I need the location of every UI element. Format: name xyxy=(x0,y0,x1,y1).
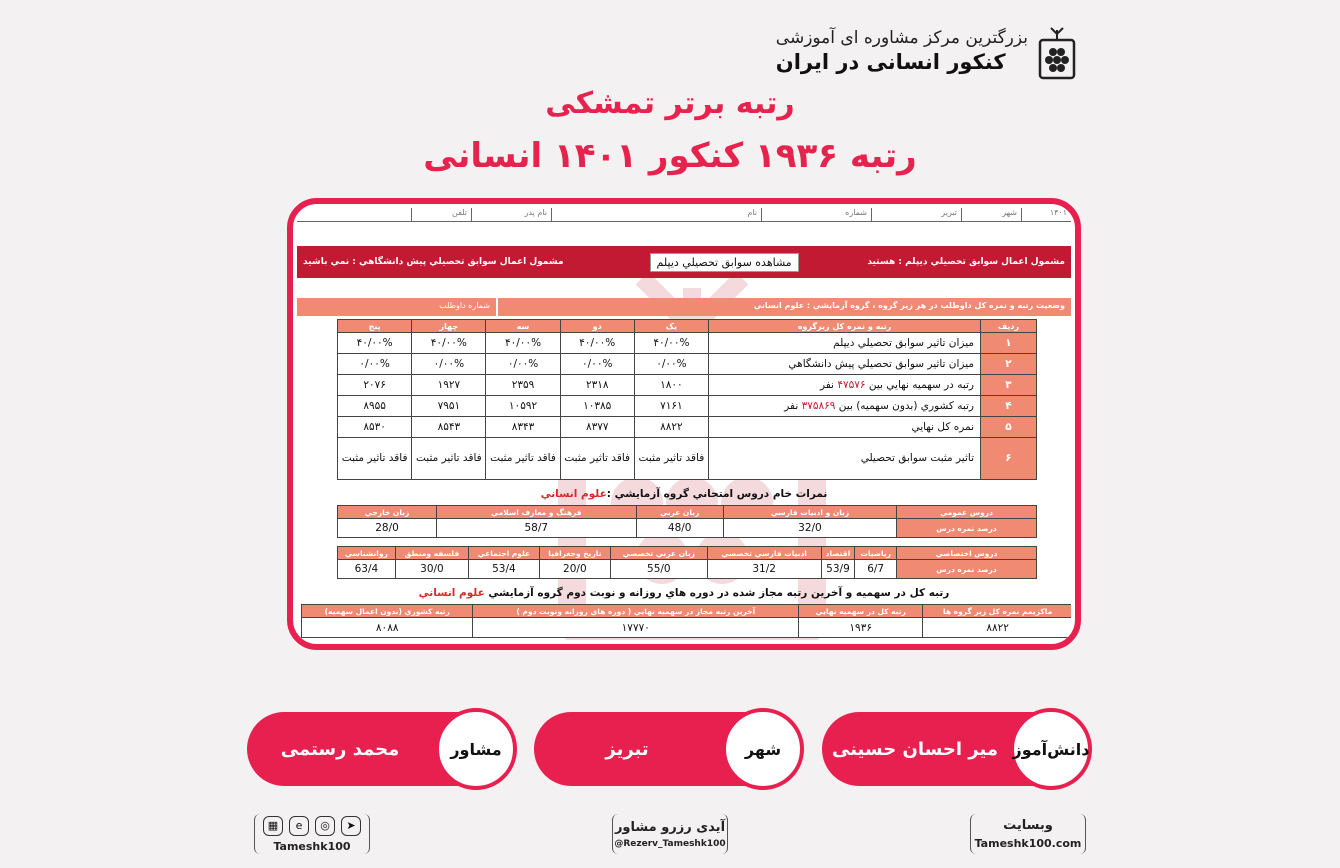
row-label: ميزان تاثير سوابق تحصيلي پيش دانشگاهي xyxy=(709,354,981,375)
advisor-label: مشاور xyxy=(435,708,517,790)
instagram-icon[interactable]: ◎ xyxy=(315,816,335,836)
advisor-name: محمد رستمی xyxy=(280,738,400,760)
general-scores-table xyxy=(337,505,1037,538)
tameshk-logo xyxy=(1036,20,1078,82)
result-card xyxy=(287,198,1081,650)
reserve-label: آیدی رزرو مشاور xyxy=(614,819,726,835)
website-block xyxy=(970,814,1086,854)
cell: ۱۹۲۷ xyxy=(412,375,486,396)
col-header: دو xyxy=(560,320,634,333)
cell: 63/4 xyxy=(338,560,396,579)
info-cell: نام پدر xyxy=(471,208,551,221)
table-row xyxy=(338,396,1037,417)
info-cell: نام xyxy=(551,208,761,221)
row-label: درصد نمره درس xyxy=(897,560,1037,579)
table-row xyxy=(338,375,1037,396)
col-header: رياضيات xyxy=(855,547,897,560)
cell: 58/7 xyxy=(437,519,636,538)
col-header: آخرين رتبه مجاز در سهميه نهايي ( دوره هاي روزانه ونوبت دوم ) xyxy=(473,605,799,618)
col-header: رتبه و نمره كل زيرگروه xyxy=(709,320,981,333)
cell: 48/0 xyxy=(636,519,723,538)
raw-scores-heading xyxy=(297,488,1071,500)
cell: ۸۵۳۰ xyxy=(338,417,412,438)
final-rank-table xyxy=(301,604,1071,638)
info-cell: شماره xyxy=(761,208,871,221)
cell: ۰/۰۰% xyxy=(560,354,634,375)
cell: ۰/۰۰% xyxy=(412,354,486,375)
col-header: رتبه كل در سهميه نهايي xyxy=(799,605,923,618)
page-subtitle: رتبه ۱۹۳۶ کنکور ۱۴۰۱ انسانی xyxy=(423,136,917,176)
cell: ۷۹۵۱ xyxy=(412,396,486,417)
cell: 30/0 xyxy=(395,560,468,579)
cell: ۸۳۴۳ xyxy=(486,417,560,438)
table-row xyxy=(338,417,1037,438)
cell: ۴۰/۰۰% xyxy=(634,333,708,354)
cell: 28/0 xyxy=(338,519,437,538)
brand-subtitle: کنکور انسانی در ایران xyxy=(775,50,1006,74)
records-bar xyxy=(297,246,1071,278)
page-title: رتبه برتر تمشکی xyxy=(545,86,795,121)
cell: فاقد تاثير مثبت xyxy=(486,438,560,480)
status-text: وضعيت رتبه و نمره كل داوطلب در هر زير گروه ، گروه آزمايشي : علوم انساني xyxy=(498,298,1071,316)
col-header: فلسفه ومنطق xyxy=(395,547,468,560)
cell: ۰/۰۰% xyxy=(486,354,560,375)
student-label: دانش‌آموز xyxy=(1010,708,1092,790)
quota-count: ۴۷۵۷۶ xyxy=(837,379,866,391)
info-cell: شهر xyxy=(961,208,1021,221)
cell: ۸۸۲۲ xyxy=(923,618,1071,638)
heading-group: علوم انساني xyxy=(540,488,607,500)
specialized-scores-table xyxy=(337,546,1037,579)
cell: فاقد تاثير مثبت xyxy=(560,438,634,480)
row-index: ۳ xyxy=(981,375,1037,396)
group-label: دروس عمومي xyxy=(897,506,1037,519)
cell: ۱۰۳۸۵ xyxy=(560,396,634,417)
cell: ۸۸۲۲ xyxy=(634,417,708,438)
cell: 32/0 xyxy=(723,519,896,538)
city-label: شهر xyxy=(722,708,804,790)
cell: ۸۹۵۵ xyxy=(338,396,412,417)
row-label: تاثير مثبت سوابق تحصيلي xyxy=(709,438,981,480)
cell: ۱۹۳۶ xyxy=(799,618,923,638)
col-header: پنج xyxy=(338,320,412,333)
col-header: يک xyxy=(634,320,708,333)
student-name: میر احسان حسینی xyxy=(832,738,998,760)
cell: ۷۱۶۱ xyxy=(634,396,708,417)
student-pill xyxy=(822,712,1088,786)
row-label: درصد نمره درس xyxy=(897,519,1037,538)
cell: ۲۳۵۹ xyxy=(486,375,560,396)
cell: 6/7 xyxy=(855,560,897,579)
col-header: ماكزيمم نمره كل زير گروه ها xyxy=(923,605,1071,618)
col-header: فرهنگ و معارف اسلامي xyxy=(437,506,636,519)
col-header: چهار xyxy=(412,320,486,333)
col-header: اقتصاد xyxy=(821,547,855,560)
row-label-text: رتبه در سهميه نهايي بين xyxy=(868,379,974,391)
row-label xyxy=(709,396,981,417)
col-header: سه xyxy=(486,320,560,333)
social-block xyxy=(254,814,370,854)
row-label-text: رتبه كشوري (بدون سهميه) بين xyxy=(838,400,974,412)
rank-table xyxy=(337,319,1037,480)
status-bar xyxy=(297,298,1071,316)
social-handle[interactable]: Tameshk100 xyxy=(273,839,351,853)
cell: ۲۰۷۶ xyxy=(338,375,412,396)
row-label xyxy=(709,375,981,396)
group-label: دروس اختصاصي xyxy=(897,547,1037,560)
heading-text: نمرات خام دروس امتحاني گروه آزمايشي : xyxy=(606,488,828,500)
cell: فاقد تاثير مثبت xyxy=(412,438,486,480)
row-label: ميزان تاثير سوابق تحصيلي ديپلم xyxy=(709,333,981,354)
heading-group: علوم انساني xyxy=(418,587,485,599)
cell: فاقد تاثير مثبت xyxy=(338,438,412,480)
final-rank-heading xyxy=(297,587,1071,599)
cell: 20/0 xyxy=(539,560,610,579)
row-label: نمره كل نهايي xyxy=(709,417,981,438)
info-cell: ۱۴۰۱ xyxy=(1021,208,1071,221)
brand xyxy=(776,20,1078,82)
row-label-tail: نفر xyxy=(784,400,799,412)
grid-icon[interactable]: ▦ xyxy=(263,816,283,836)
city-pill xyxy=(534,712,800,786)
col-header: تاريخ وجغرافيا xyxy=(539,547,610,560)
col-header: زبان و ادبيات فارسي xyxy=(723,506,896,519)
cell: فاقد تاثير مثبت xyxy=(634,438,708,480)
cell: ۱۰۵۹۲ xyxy=(486,396,560,417)
cell: ۸۵۴۳ xyxy=(412,417,486,438)
cell: ۴۰/۰۰% xyxy=(486,333,560,354)
row-label-tail: نفر xyxy=(819,379,834,391)
cell: ۸۳۷۷ xyxy=(560,417,634,438)
cell: 53/9 xyxy=(821,560,855,579)
cell: ۲۳۱۸ xyxy=(560,375,634,396)
national-count: ۳۷۵۸۶۹ xyxy=(801,400,836,412)
cell: 55/0 xyxy=(611,560,708,579)
info-cell: تلفن xyxy=(411,208,471,221)
website-link[interactable]: Tameshk100.com xyxy=(974,837,1082,850)
col-header: رديف xyxy=(981,320,1037,333)
cell: ۰/۰۰% xyxy=(338,354,412,375)
eitaa-icon[interactable]: e xyxy=(289,816,309,836)
diploma-status: مشمول اعمال سوابق تحصيلي ديپلم : هستيد xyxy=(867,257,1065,267)
cell: ۱۷۷۷۰ xyxy=(473,618,799,638)
telegram-icon[interactable]: ➤ xyxy=(341,816,361,836)
table-row xyxy=(338,333,1037,354)
row-index: ۲ xyxy=(981,354,1037,375)
row-index: ۶ xyxy=(981,438,1037,480)
website-label: وبسایت xyxy=(1003,818,1053,833)
heading-text: رتبه كل در سهميه و آخرين رتبه مجاز شده در دوره هاي روزانه و نوبت دوم گروه آزمايشي xyxy=(488,587,950,599)
col-header: ادبيات فارسي تخصصي xyxy=(707,547,821,560)
reserve-block xyxy=(612,814,728,854)
candidate-id-label: شماره داوطلب xyxy=(297,298,498,316)
row-index: ۵ xyxy=(981,417,1037,438)
col-header: علوم اجتماعي xyxy=(469,547,540,560)
col-header: زبان عربي تخصصي xyxy=(611,547,708,560)
info-cell: تبریز xyxy=(871,208,961,221)
cell: ۸۰۸۸ xyxy=(302,618,473,638)
view-diploma-records-button[interactable]: مشاهده سوابق تحصيلي ديپلم xyxy=(650,253,799,272)
cell: ۰/۰۰% xyxy=(634,354,708,375)
col-header: رتبه كشوري (بدون اعمال سهميه) xyxy=(302,605,473,618)
cell: 53/4 xyxy=(469,560,540,579)
cell: 31/2 xyxy=(707,560,821,579)
table-row xyxy=(338,438,1037,480)
cell: ۴۰/۰۰% xyxy=(412,333,486,354)
cell: ۴۰/۰۰% xyxy=(338,333,412,354)
col-header: زبان عربي xyxy=(636,506,723,519)
brand-tagline: بزرگترین مرکز مشاوره ای آموزشی xyxy=(775,28,1028,48)
cell: ۴۰/۰۰% xyxy=(560,333,634,354)
advisor-pill xyxy=(247,712,513,786)
city-name: تبریز xyxy=(605,738,649,760)
table-row xyxy=(338,354,1037,375)
reserve-id[interactable]: @Rezerv_Tameshk100 xyxy=(614,838,726,849)
preuniversity-status: مشمول اعمال سوابق تحصيلي پيش دانشگاهي : نمي باشيد xyxy=(303,257,564,267)
col-header: روانشناسي xyxy=(338,547,396,560)
row-index: ۱ xyxy=(981,333,1037,354)
col-header: زبان خارجي xyxy=(338,506,437,519)
cell: ۱۸۰۰ xyxy=(634,375,708,396)
info-row xyxy=(297,208,1071,222)
row-index: ۴ xyxy=(981,396,1037,417)
